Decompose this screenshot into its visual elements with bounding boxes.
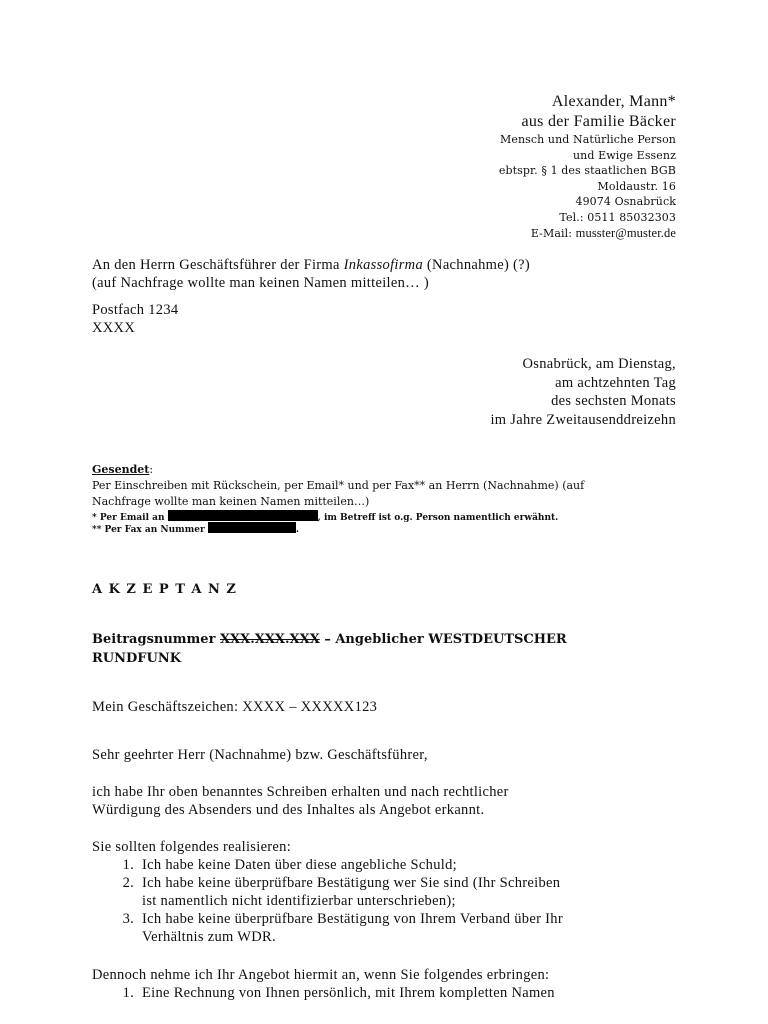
sender-status: Mensch und Natürliche Person — [499, 133, 676, 146]
list-item — [138, 856, 692, 874]
email-value: musster@muster.de — [575, 225, 676, 240]
salutation: Sehr geehrter Herr (Nachnahme) bzw. Geschäftsführer, — [92, 747, 428, 763]
email-label: E-Mail: — [530, 226, 576, 240]
recipient-company: Inkassofirma — [343, 257, 423, 273]
subject-line1 — [92, 631, 567, 649]
recipient-line1 — [92, 256, 530, 274]
sender-email — [499, 226, 676, 242]
date-line2: am achtzehnten Tag — [555, 374, 676, 391]
closing-intro: Dennoch nehme ich Ihr Angebot hiermit an, wenn Sie folgendes erbringen: — [92, 967, 550, 983]
email-note-suffix: , im Betreff ist o.g. Person namentlich erwähnt. — [317, 513, 559, 523]
sent-label: Gesendet — [92, 463, 150, 476]
recipient-prefix: An den Herrn Geschäftsführer der Firma — [92, 257, 344, 273]
subject-line2: RUNDFUNK — [92, 651, 182, 666]
list-item-text: Eine Rechnung von Ihnen persönlich, mit Ihrem kompletten Namen — [142, 985, 555, 1001]
recipient-line2: (auf Nachfrage wollte man keinen Namen mitteilen… ) — [92, 275, 429, 291]
sent-line1: Per Einschreiben mit Rückschein, per Email* und per Fax** an Herrn (Nachnahme) (auf — [92, 479, 585, 492]
list-item — [138, 874, 692, 910]
list-item — [138, 984, 692, 1002]
list-item-text: Ich habe keine Daten über diese angebliche Schuld; — [142, 857, 457, 873]
redacted-fax — [208, 522, 296, 533]
sent-colon: : — [149, 463, 154, 476]
subject-prefix: Beitragsnummer — [92, 632, 220, 647]
date-line1: Osnabrück, am Dienstag, — [522, 356, 676, 372]
list-intro: Sie sollten folgendes realisieren: — [92, 839, 292, 855]
closing-list — [92, 984, 692, 1002]
sender-address-block — [499, 92, 676, 241]
sender-phone: Tel.: 0511 85032303 — [559, 210, 676, 224]
recipient-postbox: Postfach 1234 — [92, 302, 179, 318]
fax-note-prefix: ** Per Fax an Nummer — [92, 525, 208, 535]
sender-street: Moldaustr. 16 — [597, 179, 676, 193]
sender-name: Alexander, Mann* — [551, 93, 676, 110]
list-item-text-cont: Verhältnis zum WDR. — [142, 929, 276, 945]
email-note-prefix: * Per Email an — [92, 513, 168, 523]
paragraph1-line1: ich habe Ihr oben benanntes Schreiben erhalten und nach rechtlicher — [92, 784, 509, 800]
sent-fax-note — [92, 522, 299, 536]
subject-number: XXX.XXX.XXX — [219, 632, 320, 647]
list-item-text: Ich habe keine überprüfbare Bestätigung von Ihrem Verband über Ihr — [142, 911, 563, 927]
list-item-text-cont: ist namentlich nicht identifizierbar unterschrieben); — [142, 893, 456, 909]
sent-line2: Nachfrage wollte man keinen Namen mitteilen…) — [92, 495, 370, 508]
sender-legal-note: ebtspr. § 1 des staatlichen BGB — [498, 164, 676, 178]
recipient-city: XXXX — [92, 320, 136, 336]
redacted-email — [168, 510, 318, 521]
date-line4: im Jahre Zweitausenddreizehn — [490, 411, 676, 428]
sender-essence: und Ewige Essenz — [572, 148, 676, 162]
recipient-suffix: (Nachnahme) (?) — [423, 257, 531, 273]
date-block — [490, 355, 676, 429]
sender-city: 49074 Osnabrück — [575, 195, 676, 209]
sender-family: aus der Familie Bäcker — [521, 113, 676, 130]
document-heading: A K Z E P T A N Z — [92, 582, 237, 597]
list-item-text: Ich habe keine überprüfbare Bestätigung wer Sie sind (Ihr Schreiben — [142, 875, 561, 891]
sent-label-line — [92, 462, 153, 477]
requirements-list — [92, 856, 692, 946]
paragraph1-line2: Würdigung des Absenders und des Inhaltes als Angebot erkannt. — [92, 802, 485, 818]
subject-suffix: – Angeblicher WESTDEUTSCHER — [319, 632, 567, 647]
reference-line: Mein Geschäftszeichen: XXXX – XXXXX123 — [92, 699, 378, 715]
date-line3: des sechsten Monats — [551, 393, 676, 409]
fax-note-suffix: . — [295, 525, 299, 535]
list-item — [138, 910, 692, 946]
